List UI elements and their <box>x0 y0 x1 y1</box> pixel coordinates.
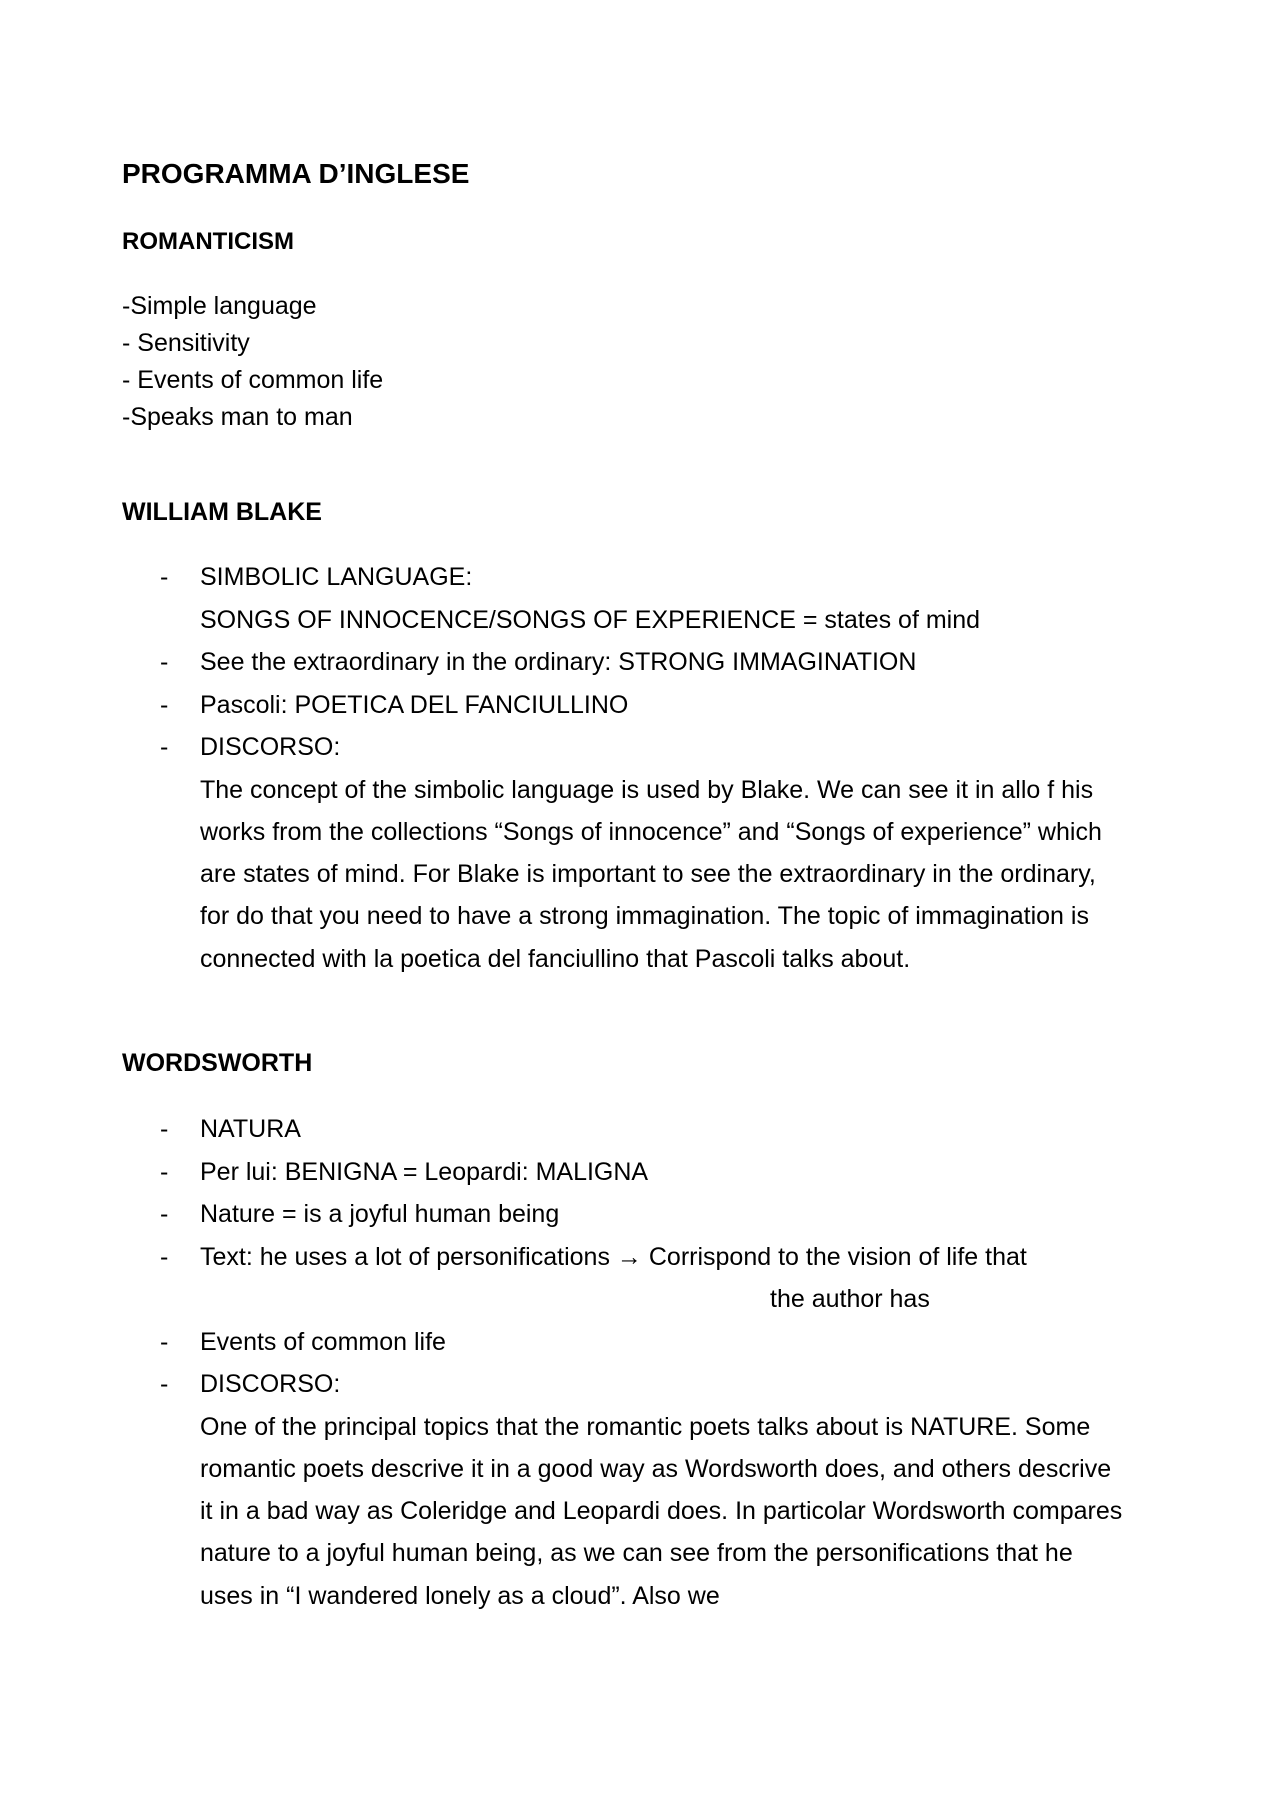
blake-bullets <box>122 556 1132 980</box>
list-item <box>122 726 1132 980</box>
bullet-dash: - <box>160 1370 169 1398</box>
list-item <box>122 641 1132 684</box>
bullet-text-after-arrow: Corrispond to the vision of life that <box>648 1242 1027 1271</box>
bullet-text: NATURA <box>200 1115 301 1143</box>
list-item <box>122 1236 1132 1321</box>
arrow-right-icon: → <box>616 1242 642 1271</box>
bullet-dash: - <box>160 648 169 676</box>
bullet-dash: - <box>160 1115 169 1143</box>
list-item <box>122 1321 1132 1364</box>
bullet-dash: - <box>160 1200 169 1228</box>
list-item <box>122 1193 1132 1236</box>
bullet-text: SIMBOLIC LANGUAGE: <box>200 563 473 591</box>
blake-heading: WILLIAM BLAKE <box>122 498 322 526</box>
list-item <box>122 1363 1132 1617</box>
romanticism-heading: ROMANTICISM <box>122 228 294 255</box>
list-item <box>122 684 1132 727</box>
bullet-text: See the extraordinary in the ordinary: STRONG IMMAGINATION <box>200 648 917 676</box>
bullet-text: DISCORSO: <box>200 733 341 761</box>
bullet-dash: - <box>160 563 169 591</box>
list-item <box>122 556 1132 641</box>
bullet-continuation: the author has <box>770 1285 930 1313</box>
bullet-subtext: SONGS OF INNOCENCE/SONGS OF EXPERIENCE = states of mind <box>200 605 981 634</box>
bullet-dash: - <box>160 1157 169 1186</box>
discorso-paragraph: The concept of the simbolic language is used by Blake. We can see it in allo f his works from the collections “Songs of innocence” and “Songs of experience” which are states of mind. For Blake is important to see the extraordinary in the ordinary, for do that you need to have a strong immagination. The topic of immagination is connected with la poetica del fanciullino that Pascoli talks about. <box>200 775 1102 973</box>
discorso-paragraph: One of the principal topics that the romantic poets talks about is NATURE. Some romantic poets descrive it in a good way as Wordsworth does, and others descrive it in a bad way as Coleridge and Leopardi does. In particolar Wordsworth compares nature to a joyful human being, as we can see from the personifications that he uses in “I wandered lonely as a cloud”. Also we <box>200 1412 1123 1610</box>
wordsworth-bullets <box>122 1108 1132 1617</box>
list-item: -Simple language <box>122 292 317 320</box>
bullet-dash: - <box>160 1327 169 1356</box>
bullet-text: Nature = is a joyful human being <box>200 1200 560 1228</box>
bullet-dash: - <box>160 733 169 761</box>
wordsworth-heading: WORDSWORTH <box>122 1049 313 1077</box>
bullet-dash: - <box>160 690 169 719</box>
bullet-text: Text: he uses a lot of personifications <box>200 1242 610 1271</box>
bullet-text: DISCORSO: <box>200 1370 341 1398</box>
bullet-text: Per lui: BENIGNA = Leopardi: MALIGNA <box>200 1157 649 1186</box>
list-item: - Events of common life <box>122 366 384 394</box>
list-item <box>122 1151 1132 1194</box>
list-item: - Sensitivity <box>122 329 250 357</box>
list-item: -Speaks man to man <box>122 403 353 431</box>
bullet-dash: - <box>160 1242 169 1271</box>
bullet-text: Events of common life <box>200 1327 446 1356</box>
romanticism-list <box>122 288 383 436</box>
document-title: PROGRAMMA D’INGLESE <box>122 158 470 189</box>
bullet-text: Pascoli: POETICA DEL FANCIULLINO <box>200 690 629 719</box>
list-item <box>122 1108 1132 1151</box>
